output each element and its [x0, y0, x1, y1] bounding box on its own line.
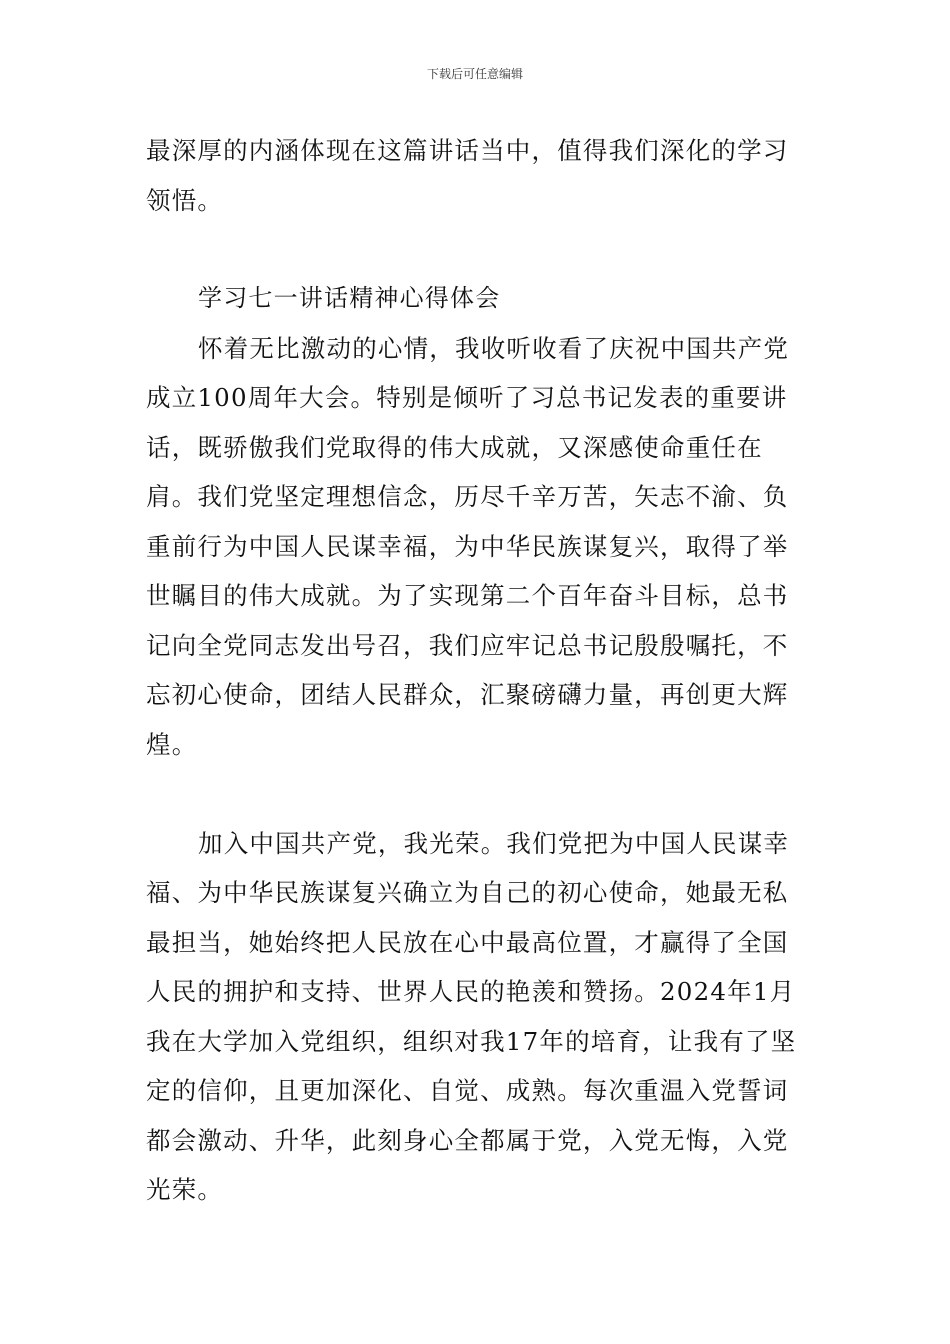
document-body [146, 126, 814, 1215]
section-title: 学习七一讲话精神心得体会 [198, 284, 501, 312]
page-header-note: 下载后可任意编辑 [426, 67, 523, 81]
paragraph-continuation: 最深厚的内涵体现在这篇讲话当中，值得我们深化的学习领悟。 [146, 136, 789, 215]
paragraph-party-membership: 加入中国共产党，我光荣。我们党把为中国人民谋幸福、为中华民族谋复兴确立为自己的初心使命，她最无私最担当，她始终把人民放在心中最高位置，才赢得了全国人民的拥护和支持、世界人民的艳羡和赞扬。2024年1月我在大学加入党组织，组织对我17年的培育，让我有了坚定的信仰，且更加深化、自觉、成熟。每次重温入党誓词都会激动、升华，此刻身心全都属于党，入党无悔，入党光荣。 [146, 828, 797, 1204]
paragraph-intro: 怀着无比激动的心情，我收听收看了庆祝中国共产党成立100周年大会。特别是倾听了习总书记发表的重要讲话，既骄傲我们党取得的伟大成就，又深感使命重任在肩。我们党坚定理想信念，历尽千辛万苦，矢志不渝、负重前行为中国人民谋幸福，为中华民族谋复兴，取得了举世瞩目的伟大成就。为了实现第二个百年奋斗目标，总书记向全党同志发出号召，我们应牢记总书记殷殷嘱托，不忘初心使命，团结人民群众，汇聚磅礴力量，再创更大辉煌。 [146, 333, 790, 759]
